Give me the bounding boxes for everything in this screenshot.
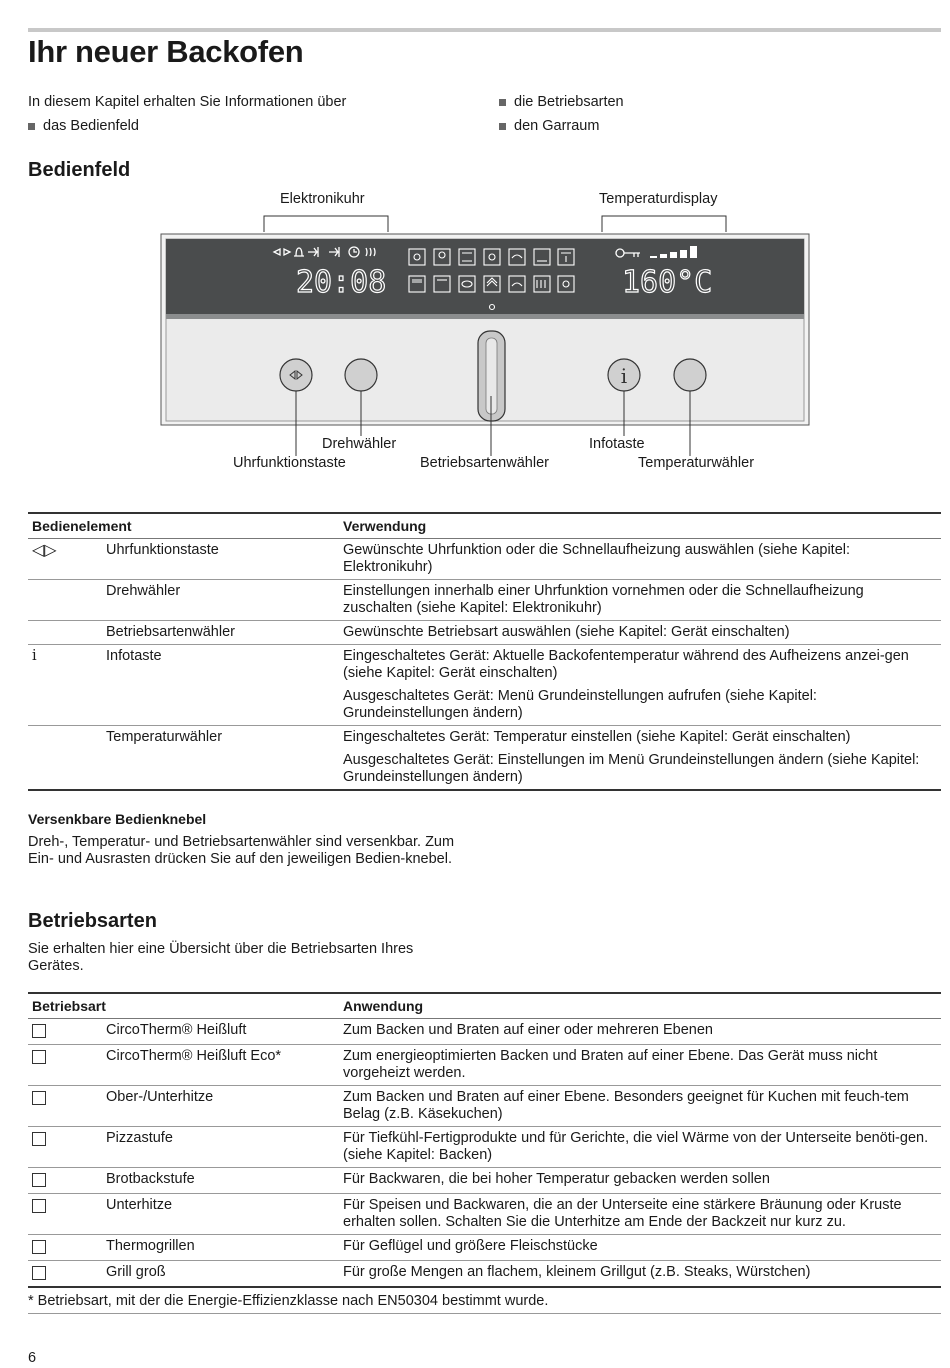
table-row: Ober-/Unterhitze Zum Backen und Braten auf einer Ebene. Besonders geeignet für Kuchen mit feuch-tem Belag (z.B. Käsekuchen): [28, 1086, 941, 1127]
display-temperature: 160°C: [622, 265, 713, 300]
modes-table: [28, 992, 941, 1288]
table-row: Pizzastufe Für Tiefkühl-Fertigprodukte und für Gerichte, die viel Wärme von der Unterseite benöti-gen. (siehe Kapitel: Backen): [28, 1127, 941, 1168]
fan-eco-icon: [32, 1050, 46, 1064]
table-header: Anwendung: [339, 993, 941, 1019]
label-elektronikuhr: Elektronikuhr: [280, 191, 365, 207]
grill-icon: [32, 1266, 46, 1280]
table-row: Brotbackstufe Für Backwaren, die bei hoher Temperatur gebacken werden sollen: [28, 1168, 941, 1194]
betriebsarten-intro: Sie erhalten hier eine Übersicht über die Betriebsarten Ihres Gerätes.: [28, 941, 414, 974]
section-heading-bedienfeld: Bedienfeld: [28, 159, 131, 181]
table-row: Ausgeschaltetes Gerät: Menü Grundeinstellungen aufrufen (siehe Kapitel: Grundeinstellungen ändern): [28, 688, 941, 726]
page-title: Ihr neuer Backofen: [28, 34, 304, 69]
table-row: Betriebsartenwähler Gewünschte Betriebsart auswählen (siehe Kapitel: Gerät einschalten): [28, 621, 941, 645]
label-infotaste: Infotaste: [589, 436, 645, 452]
top-bottom-heat-icon: [32, 1091, 46, 1105]
label-uhrfunktionstaste: Uhrfunktionstaste: [233, 455, 346, 471]
pizza-icon: [32, 1132, 46, 1146]
table-row: ◁▷ Uhrfunktionstaste Gewünschte Uhrfunktion oder die Schnellaufheizung auswählen (siehe Kapitel: Elektronikuhr): [28, 539, 941, 580]
footnote: * Betriebsart, mit der die Energie-Effizienzklasse nach EN50304 bestimmt wurde.: [28, 1291, 941, 1314]
label-temperaturdisplay: Temperaturdisplay: [599, 191, 718, 207]
table-row: CircoTherm® Heißluft Eco* Zum energieoptimierten Backen und Braten auf einer Ebene. Das Gerät muss nicht vorgeheizt werden.: [28, 1045, 941, 1086]
bullet-item: das Bedienfeld: [28, 118, 139, 134]
table-row: Drehwähler Einstellungen innerhalb einer Uhrfunktion vornehmen oder die Schnellaufheizung zuschalten (siehe Kapitel: Elektronikuhr): [28, 580, 941, 621]
subheading-versenkbar: Versenkbare Bedienknebel: [28, 811, 207, 827]
table-row: Ausgeschaltetes Gerät: Einstellungen im Menü Grundeinstellungen ändern (siehe Kapitel: Grundeinstellungen ändern): [28, 752, 941, 790]
thermogrill-icon: [32, 1240, 46, 1254]
table-row: CircoTherm® Heißluft Zum Backen und Braten auf einer oder mehreren Ebenen: [28, 1019, 941, 1045]
versenkbar-text: Dreh-, Temperatur- und Betriebsartenwähler sind versenkbar. Zum Ein- und Ausrasten drücken Sie auf den jeweiligen Bedien-knebel.: [28, 834, 455, 867]
fan-icon: [32, 1024, 46, 1038]
display-time: 20:08: [296, 265, 387, 300]
table-header: Verwendung: [339, 513, 941, 539]
controls-table: [28, 512, 941, 791]
table-header: Betriebsart: [28, 993, 339, 1019]
info-icon: i: [32, 648, 37, 664]
bullet-item: den Garraum: [499, 118, 599, 134]
label-drehwaehler: Drehwähler: [322, 436, 397, 452]
table-row: i Infotaste Eingeschaltetes Gerät: Aktuelle Backofentemperatur während des Aufheizens anzei-gen (siehe Kapitel: Gerät einschalten): [28, 645, 941, 689]
clock-function-icon: ◁▷: [28, 539, 102, 580]
bread-icon: [32, 1173, 46, 1187]
bottom-heat-icon: [32, 1199, 46, 1213]
intro-text: In diesem Kapitel erhalten Sie Informationen über: [28, 94, 347, 110]
table-row: Thermogrillen Für Geflügel und größere Fleischstücke: [28, 1235, 941, 1261]
bullet-item: die Betriebsarten: [499, 94, 624, 110]
info-glyph: i: [620, 364, 628, 388]
top-rule: [28, 28, 941, 32]
table-header: Bedienelement: [28, 513, 339, 539]
table-row: Grill groß Für große Mengen an flachem, kleinem Grillgut (z.B. Steaks, Würstchen): [28, 1261, 941, 1288]
section-heading-betriebsarten: Betriebsarten: [28, 910, 157, 932]
label-betriebsartenwaehler: Betriebsartenwähler: [420, 455, 549, 471]
table-row: Unterhitze Für Speisen und Backwaren, die an der Unterseite eine stärkere Bräunung oder Kruste erhalten sollen. Schalten Sie die Unterhitze am Ende der Backzeit nur kurz zu.: [28, 1194, 941, 1235]
table-row: Temperaturwähler Eingeschaltetes Gerät: Temperatur einstellen (siehe Kapitel: Gerät einschalten): [106, 729, 851, 745]
page-number: 6: [28, 1350, 37, 1366]
label-temperaturwaehler: Temperaturwähler: [638, 455, 755, 471]
